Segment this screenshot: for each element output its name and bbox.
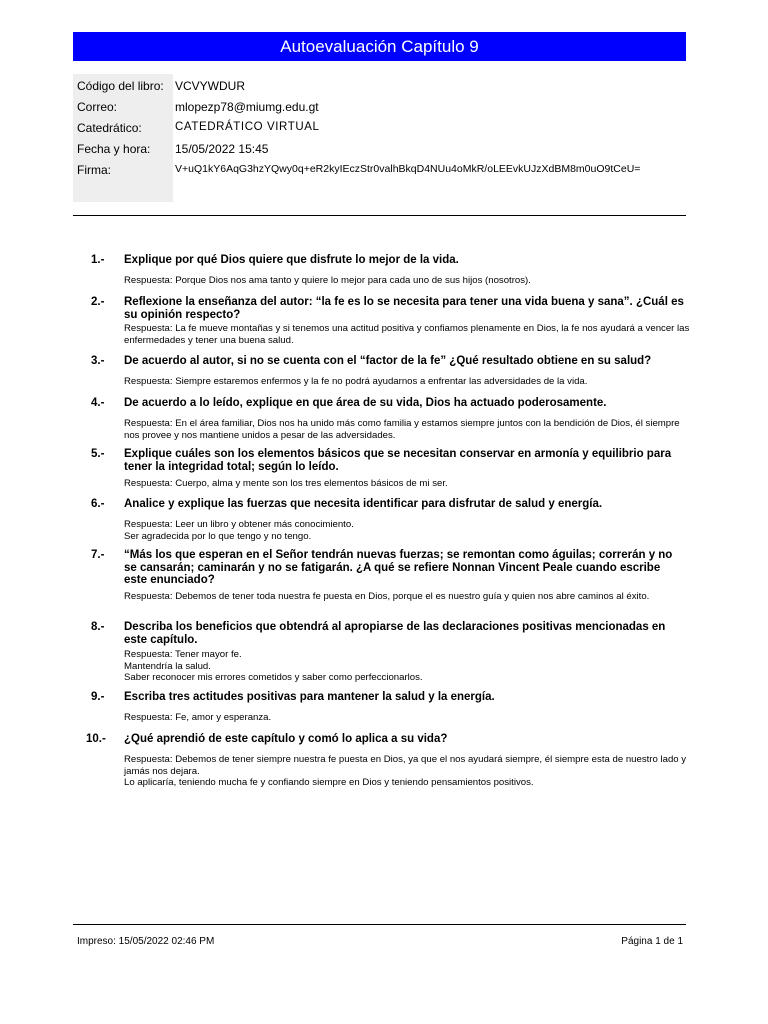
question-number: 6.- — [91, 498, 105, 510]
question-text: Analice y explique las fuerzas que necesita identificar para disfrutar de salud y energía. — [124, 498, 603, 510]
question-number: 1.- — [91, 254, 105, 266]
professor-value: CATEDRÁTICO VIRTUAL — [175, 121, 320, 133]
question-text: Explique por qué Dios quiere que disfrute lo mejor de la vida. — [124, 254, 459, 266]
question-text: Describa los beneficios que obtendrá al apropiarse de las declaraciones positivas mencionadas en este capítulo. — [124, 621, 666, 646]
answer-text: Respuesta: La fe mueve montañas y si tenemos una actitud positiva y confiamos plenamente en Dios, la fe nos ayudará a vencer las enfermedades y tener una buena salud. — [124, 323, 690, 346]
answer-text: Respuesta: En el área familiar, Dios nos ha unido más como familia y estamos siempre juntos con la bendición de Dios, él siempre nos provee y nos mantiene unidos a pesar de las adversidades. — [124, 418, 680, 441]
signature-label: Firma: — [77, 163, 111, 177]
datetime-label: Fecha y hora: — [77, 142, 151, 156]
question-number: 5.- — [91, 448, 105, 460]
answer-text: Respuesta: Debemos de tener siempre nuestra fe puesta en Dios, ya que el nos ayudará siempre, él siempre esta de nuestro lado y jamás nos dejara. Lo aplicaría, teniendo mucha fe y confiando siempre en Dios y teniendo pensamientos positivos. — [124, 754, 687, 788]
question-number: 8.- — [91, 621, 105, 633]
question-number: 2.- — [91, 296, 105, 308]
question-text: Escriba tres actitudes positivas para mantener la salud y la energía. — [124, 691, 495, 703]
footer-divider — [73, 924, 686, 925]
book-code-label: Código del libro: — [77, 79, 164, 93]
email-label: Correo: — [77, 100, 118, 114]
answer-text: Respuesta: Debemos de tener toda nuestra fe puesta en Dios, porque el es nuestro guía y quien nos abre caminos al éxito. — [124, 591, 650, 602]
question-number: 10.- — [86, 733, 106, 745]
answer-text: Respuesta: Siempre estaremos enfermos y la fe no podrá ayudarnos a enfrentar las adversidades de la vida. — [124, 376, 588, 387]
email-value: mlopezp78@miumg.edu.gt — [175, 100, 319, 114]
page-title: Autoevaluación Capítulo 9 — [73, 32, 686, 61]
signature-value: V+uQ1kY6AqG3hzYQwy0q+eR2kyIEczStr0valhBkqD4NUu4oMkR/oLEEvkUJzXdBM8m0uO9tCeU= — [175, 163, 641, 175]
question-number: 7.- — [91, 549, 105, 561]
answer-text: Respuesta: Tener mayor fe. Mantendría la salud. Saber reconocer mis errores cometidos y saber como perfeccionarlos. — [124, 649, 423, 683]
question-text: “Más los que esperan en el Señor tendrán nuevas fuerzas; se remontan como águilas; correrán y no se cansarán; caminarán y no se fatigarán. ¿A qué se refiere Nonnan Vincent Peale cuando escribe este enunciado? — [124, 549, 673, 586]
question-number: 3.- — [91, 355, 105, 367]
question-number: 4.- — [91, 397, 105, 409]
question-text: De acuerdo al autor, si no se cuenta con el “factor de la fe” ¿Qué resultado obtiene en su salud? — [124, 355, 652, 367]
answer-text: Respuesta: Cuerpo, alma y mente son los tres elementos básicos de mi ser. — [124, 478, 448, 489]
answer-text: Respuesta: Fe, amor y esperanza. — [124, 712, 272, 723]
printed-timestamp: Impreso: 15/05/2022 02:46 PM — [77, 936, 215, 947]
question-number: 9.- — [91, 691, 105, 703]
professor-label: Catedrático: — [77, 121, 142, 135]
question-text: ¿Qué aprendió de este capítulo y comó lo aplica a su vida? — [124, 733, 448, 745]
book-info-block — [73, 74, 686, 202]
header-divider — [73, 215, 686, 216]
datetime-value: 15/05/2022 15:45 — [175, 142, 269, 156]
page-number: Página 1 de 1 — [621, 936, 683, 947]
info-labels-column — [73, 74, 173, 202]
question-text: De acuerdo a lo leído, explique en que área de su vida, Dios ha actuado poderosamente. — [124, 397, 607, 409]
answer-text: Respuesta: Leer un libro y obtener más conocimiento. Ser agradecida por lo que tengo y no tengo. — [124, 519, 354, 542]
question-text: Explique cuáles son los elementos básicos que se necesitan conservar en armonía y equilibrio para tener la integridad total; según lo leído. — [124, 448, 672, 473]
question-text: Reflexione la enseñanza del autor: “la fe es lo se necesita para tener una vida buena y sana”. ¿Cuál es su opinión respecto? — [124, 296, 684, 321]
book-code-value: VCVYWDUR — [175, 79, 246, 93]
answer-text: Respuesta: Porque Dios nos ama tanto y quiere lo mejor para cada uno de sus hijos (nosotros). — [124, 275, 531, 286]
